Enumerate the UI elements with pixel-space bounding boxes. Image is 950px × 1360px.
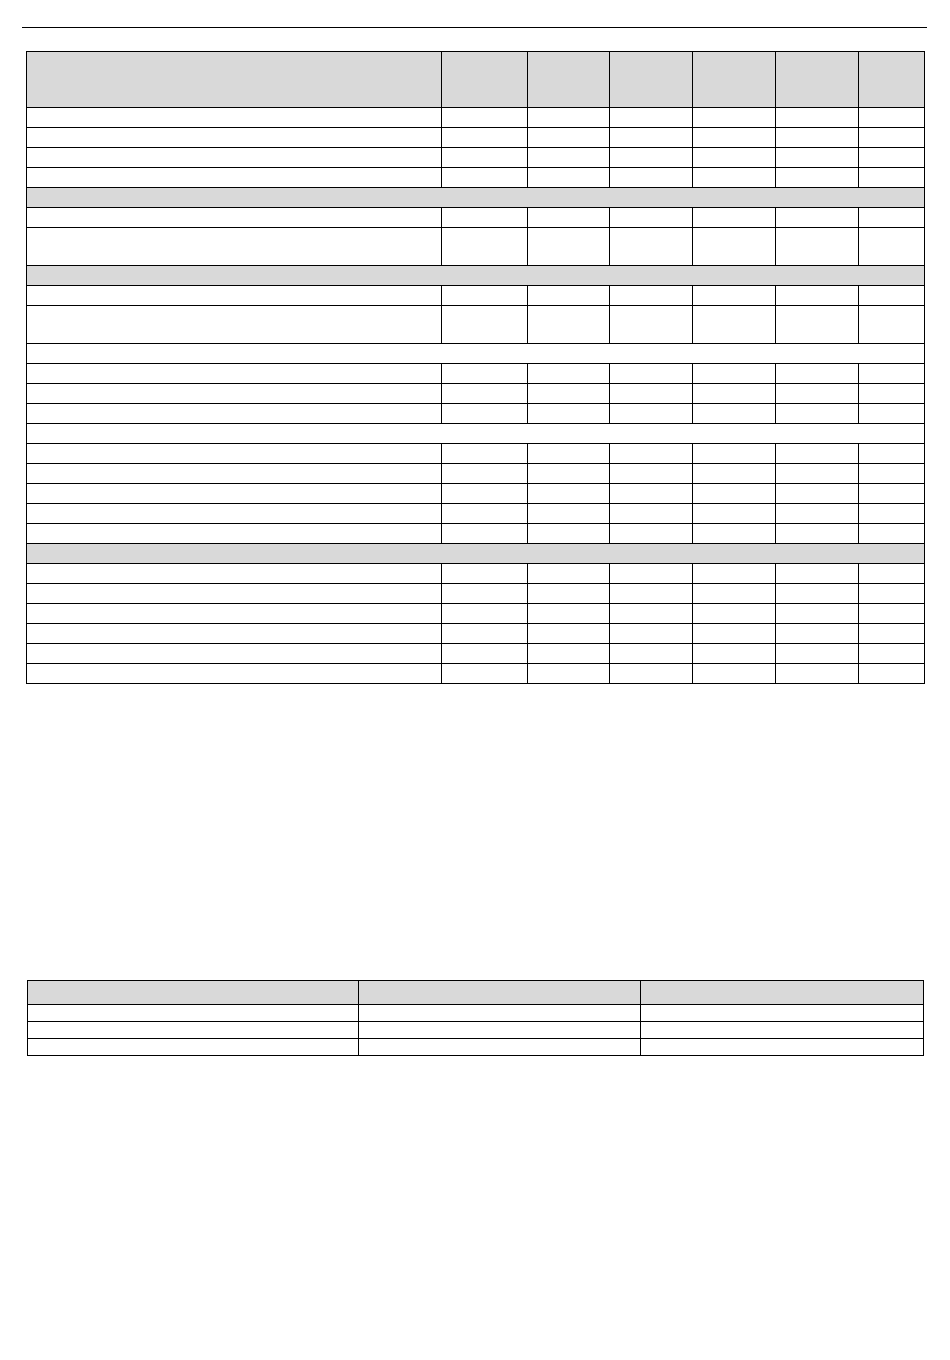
table-row: [28, 1005, 924, 1022]
table-cell: [528, 444, 610, 464]
section-label: [27, 266, 925, 286]
table-row: [27, 128, 925, 148]
section-row: [27, 188, 925, 208]
table-cell: [776, 404, 859, 424]
section-row: [27, 424, 925, 444]
column-header: [528, 52, 610, 108]
table-cell: [776, 148, 859, 168]
table-cell: [610, 384, 693, 404]
table-cell: [442, 128, 528, 148]
column-header: [776, 52, 859, 108]
table-cell: [442, 664, 528, 684]
table-cell: [859, 644, 925, 664]
table-cell: [442, 444, 528, 464]
table-cell: [693, 624, 776, 644]
table-cell: [528, 484, 610, 504]
table-cell: [859, 464, 925, 484]
section-row: [27, 344, 925, 364]
table-cell: [442, 364, 528, 384]
table-cell: [610, 208, 693, 228]
table-cell: [859, 148, 925, 168]
table-cell: [776, 524, 859, 544]
table-row: [27, 444, 925, 464]
table-cell: [442, 464, 528, 484]
table-cell: [27, 148, 442, 168]
column-header: [610, 52, 693, 108]
table-cell: [528, 464, 610, 484]
table-cell: [859, 306, 925, 344]
main-table: [26, 51, 925, 684]
table-cell: [610, 484, 693, 504]
table-cell: [27, 664, 442, 684]
table-cell: [27, 444, 442, 464]
table-cell: [610, 228, 693, 266]
table-cell: [528, 168, 610, 188]
table-row: [27, 208, 925, 228]
table-cell: [359, 1039, 641, 1056]
table-cell: [776, 504, 859, 524]
table-cell: [442, 404, 528, 424]
table-cell: [528, 404, 610, 424]
table-cell: [28, 1022, 359, 1039]
column-header: [27, 52, 442, 108]
table-cell: [442, 484, 528, 504]
table-row: [27, 584, 925, 604]
table-row: [27, 504, 925, 524]
table-cell: [442, 108, 528, 128]
table-cell: [693, 564, 776, 584]
section-label: [27, 188, 925, 208]
table-cell: [693, 384, 776, 404]
table-cell: [859, 444, 925, 464]
table-cell: [442, 228, 528, 266]
table-cell: [28, 1039, 359, 1056]
table-cell: [859, 604, 925, 624]
table-row: [27, 524, 925, 544]
table-row: [27, 624, 925, 644]
table-cell: [528, 148, 610, 168]
table-cell: [776, 624, 859, 644]
table-row: [27, 664, 925, 684]
table-cell: [776, 644, 859, 664]
section-row: [27, 544, 925, 564]
table-cell: [610, 644, 693, 664]
table-cell: [859, 286, 925, 306]
table-cell: [359, 1005, 641, 1022]
table-cell: [859, 504, 925, 524]
table-cell: [442, 644, 528, 664]
column-header: [359, 981, 641, 1005]
table-cell: [27, 464, 442, 484]
table-cell: [27, 624, 442, 644]
table-cell: [27, 168, 442, 188]
table-cell: [776, 444, 859, 464]
table-cell: [859, 228, 925, 266]
column-header: [859, 52, 925, 108]
table-cell: [528, 228, 610, 266]
table-cell: [442, 148, 528, 168]
table-cell: [528, 306, 610, 344]
table-cell: [693, 364, 776, 384]
main-table-header-row: [27, 52, 925, 108]
table-row: [27, 484, 925, 504]
table-cell: [859, 108, 925, 128]
table-cell: [693, 584, 776, 604]
table-row: [27, 168, 925, 188]
table-cell: [859, 208, 925, 228]
table-cell: [641, 1039, 924, 1056]
table-cell: [776, 464, 859, 484]
table-row: [27, 604, 925, 624]
table-cell: [27, 364, 442, 384]
column-header: [693, 52, 776, 108]
table-cell: [27, 644, 442, 664]
table-cell: [776, 108, 859, 128]
table-cell: [528, 664, 610, 684]
table-row: [27, 306, 925, 344]
table-cell: [776, 306, 859, 344]
table-row: [27, 148, 925, 168]
table-cell: [610, 524, 693, 544]
table-cell: [528, 504, 610, 524]
table-cell: [359, 1022, 641, 1039]
table-cell: [693, 644, 776, 664]
column-header: [442, 52, 528, 108]
table-cell: [610, 664, 693, 684]
table-cell: [776, 228, 859, 266]
table-cell: [442, 564, 528, 584]
column-header: [641, 981, 924, 1005]
table-row: [27, 364, 925, 384]
table-cell: [528, 208, 610, 228]
table-cell: [610, 128, 693, 148]
table-cell: [859, 524, 925, 544]
table-cell: [859, 624, 925, 644]
table-cell: [693, 484, 776, 504]
table-cell: [27, 228, 442, 266]
table-row: [27, 108, 925, 128]
header-rule: [22, 27, 927, 28]
table-cell: [442, 524, 528, 544]
table-cell: [610, 168, 693, 188]
table-cell: [776, 286, 859, 306]
table-cell: [776, 208, 859, 228]
table-cell: [27, 128, 442, 148]
table-cell: [528, 384, 610, 404]
column-header: [28, 981, 359, 1005]
section-label: [27, 344, 925, 364]
table-cell: [859, 484, 925, 504]
table-cell: [442, 624, 528, 644]
table-cell: [693, 464, 776, 484]
table-cell: [693, 108, 776, 128]
table-cell: [528, 108, 610, 128]
table-cell: [693, 524, 776, 544]
table-cell: [27, 504, 442, 524]
section-label: [27, 544, 925, 564]
table-row: [27, 644, 925, 664]
table-cell: [693, 604, 776, 624]
table-cell: [528, 624, 610, 644]
table-cell: [528, 364, 610, 384]
table-cell: [610, 504, 693, 524]
table-cell: [528, 128, 610, 148]
table-cell: [641, 1005, 924, 1022]
table-cell: [27, 384, 442, 404]
table-cell: [776, 364, 859, 384]
table-cell: [610, 148, 693, 168]
table-cell: [610, 444, 693, 464]
table-cell: [776, 484, 859, 504]
table-cell: [27, 484, 442, 504]
table-cell: [27, 286, 442, 306]
table-cell: [442, 168, 528, 188]
table-row: [27, 228, 925, 266]
table-cell: [610, 584, 693, 604]
table-row: [28, 1022, 924, 1039]
table-cell: [442, 584, 528, 604]
table-row: [27, 564, 925, 584]
table-cell: [859, 564, 925, 584]
table-cell: [610, 624, 693, 644]
table-cell: [610, 286, 693, 306]
table-cell: [693, 444, 776, 464]
table-cell: [610, 604, 693, 624]
table-cell: [693, 148, 776, 168]
table-cell: [27, 604, 442, 624]
table-cell: [641, 1022, 924, 1039]
table-cell: [693, 404, 776, 424]
table-cell: [776, 604, 859, 624]
table-cell: [442, 504, 528, 524]
table-cell: [610, 364, 693, 384]
table-cell: [859, 384, 925, 404]
table-row: [27, 286, 925, 306]
table-cell: [610, 564, 693, 584]
table-cell: [610, 108, 693, 128]
table-cell: [610, 306, 693, 344]
table-cell: [776, 168, 859, 188]
table-cell: [27, 208, 442, 228]
table-cell: [776, 128, 859, 148]
table-cell: [28, 1005, 359, 1022]
table-cell: [528, 564, 610, 584]
table-cell: [776, 564, 859, 584]
table-cell: [27, 584, 442, 604]
table-cell: [27, 108, 442, 128]
table-row: [27, 404, 925, 424]
table-row: [28, 1039, 924, 1056]
table-cell: [610, 404, 693, 424]
section-row: [27, 266, 925, 286]
table-cell: [859, 364, 925, 384]
table-cell: [528, 286, 610, 306]
table-cell: [528, 644, 610, 664]
table-cell: [693, 208, 776, 228]
table-cell: [693, 664, 776, 684]
table-cell: [859, 664, 925, 684]
table-cell: [693, 168, 776, 188]
table-cell: [27, 524, 442, 544]
table-cell: [693, 228, 776, 266]
table-cell: [528, 604, 610, 624]
table-cell: [693, 128, 776, 148]
table-cell: [693, 504, 776, 524]
table-cell: [442, 604, 528, 624]
table-cell: [776, 584, 859, 604]
table-cell: [442, 208, 528, 228]
table-cell: [528, 524, 610, 544]
table-cell: [442, 384, 528, 404]
table-cell: [27, 306, 442, 344]
lower-table: [27, 980, 924, 1056]
table-cell: [859, 168, 925, 188]
table-cell: [27, 404, 442, 424]
table-cell: [776, 384, 859, 404]
table-cell: [859, 584, 925, 604]
table-cell: [442, 286, 528, 306]
lower-table-header-row: [28, 981, 924, 1005]
table-cell: [442, 306, 528, 344]
table-cell: [610, 464, 693, 484]
table-cell: [776, 664, 859, 684]
table-row: [27, 464, 925, 484]
table-cell: [27, 564, 442, 584]
section-label: [27, 424, 925, 444]
table-cell: [528, 584, 610, 604]
table-row: [27, 384, 925, 404]
table-cell: [693, 306, 776, 344]
table-cell: [859, 404, 925, 424]
table-cell: [693, 286, 776, 306]
table-cell: [859, 128, 925, 148]
